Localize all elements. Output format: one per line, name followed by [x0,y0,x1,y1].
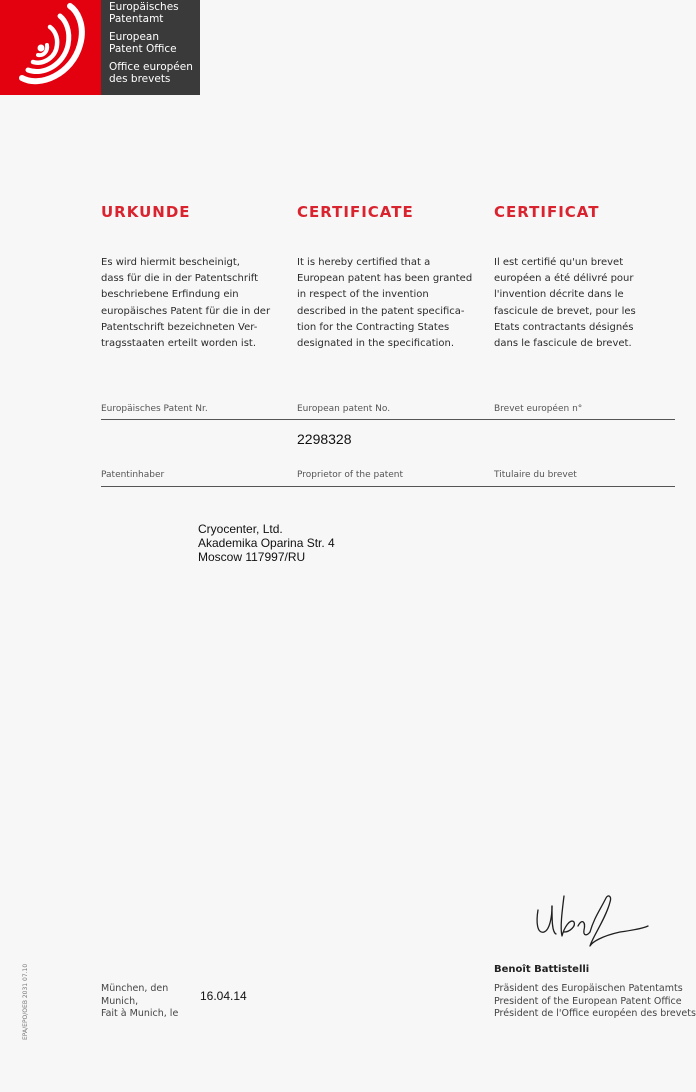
paragraph-line: tragsstaaten erteilt worden ist. [101,338,257,350]
paragraph-line: European patent has been granted [297,273,473,285]
paragraph-line: européen a été délivré pour [494,273,634,285]
proprietor-street: Akademika Oparina Str. 4 [198,536,335,550]
proprietor-name: Cryocenter, Ltd. [198,522,283,536]
epo-logo-mark [0,0,101,95]
paragraph-french [494,255,679,352]
logo-line-5: Office européen [109,61,193,73]
logo-line-3: European [109,31,160,43]
logo-line-4: Patent Office [109,43,177,55]
divider-patent-number [101,419,675,420]
paragraph-line: beschriebene Erfindung ein [101,289,239,301]
paragraph-english [297,255,482,352]
proprietor-city: Moscow 117997/RU [198,550,306,564]
signatory-title-en: President of the European Patent Office [494,995,682,1007]
paragraph-line: described in the patent specifica- [297,305,465,317]
paragraph-line: Etats contractants désignés [494,321,634,333]
signatory-name: Benoît Battistelli [494,964,590,975]
label-patent-no-en: European patent No. [297,404,391,414]
heading-urkunde: URKUNDE [101,203,191,221]
paragraph-line: Il est certifié qu'un brevet [494,257,624,268]
paragraph-line: Es wird hiermit bescheinigt, [101,257,240,268]
paragraph-line: dass für die in der Patentschrift [101,273,259,285]
heading-certificate: CERTIFICATE [297,203,414,221]
signatory-titles [494,983,696,1021]
place-lines [101,983,178,1021]
epo-logo-text [101,0,200,95]
logo-line-1: Europäisches [109,1,179,13]
label-patent-no-fr: Brevet européen n° [494,404,583,414]
paragraph-line: l'invention décrite dans le [494,289,624,301]
epo-logo [0,0,200,95]
paragraph-line: fascicule de brevet, pour les [494,305,636,317]
divider-proprietor [101,486,675,487]
place-en: Munich, [101,995,139,1007]
label-patent-nr-de: Europäisches Patent Nr. [101,404,208,414]
place-fr: Fait à Munich, le [101,1008,179,1019]
grant-date: 16.04.14 [200,989,247,1003]
signature [530,888,655,968]
form-code: EPA/EPO/OEB 2031 07.10 [22,963,29,1040]
paragraph-line: in respect of the invention [297,289,429,301]
logo-line-2: Patentamt [109,13,164,25]
paragraph-line: europäisches Patent für die in der [101,305,271,317]
epo-swirl-icon [0,0,101,95]
label-proprietor-en: Proprietor of the patent [297,470,404,480]
patent-number: 2298328 [297,431,352,447]
logo-line-6: des brevets [109,73,171,85]
label-proprietor-fr: Titulaire du brevet [494,470,577,480]
paragraph-line: tion for the Contracting States [297,321,450,333]
signatory-title-fr: Président de l'Office européen des brevets [494,1008,696,1019]
paragraph-german [101,255,286,352]
signature-icon [530,888,655,968]
proprietor-address [198,522,335,564]
signatory-title-de: Präsident des Europäischen Patentamts [494,983,683,994]
paragraph-line: dans le fascicule de brevet. [494,338,632,350]
place-de: München, den [101,983,169,994]
paragraph-line: designated in the specification. [297,338,455,350]
label-proprietor-de: Patentinhaber [101,470,165,480]
paragraph-line: Patentschrift bezeichneten Ver- [101,321,258,333]
heading-certificat: CERTIFICAT [494,203,600,221]
paragraph-line: It is hereby certified that a [297,257,431,268]
